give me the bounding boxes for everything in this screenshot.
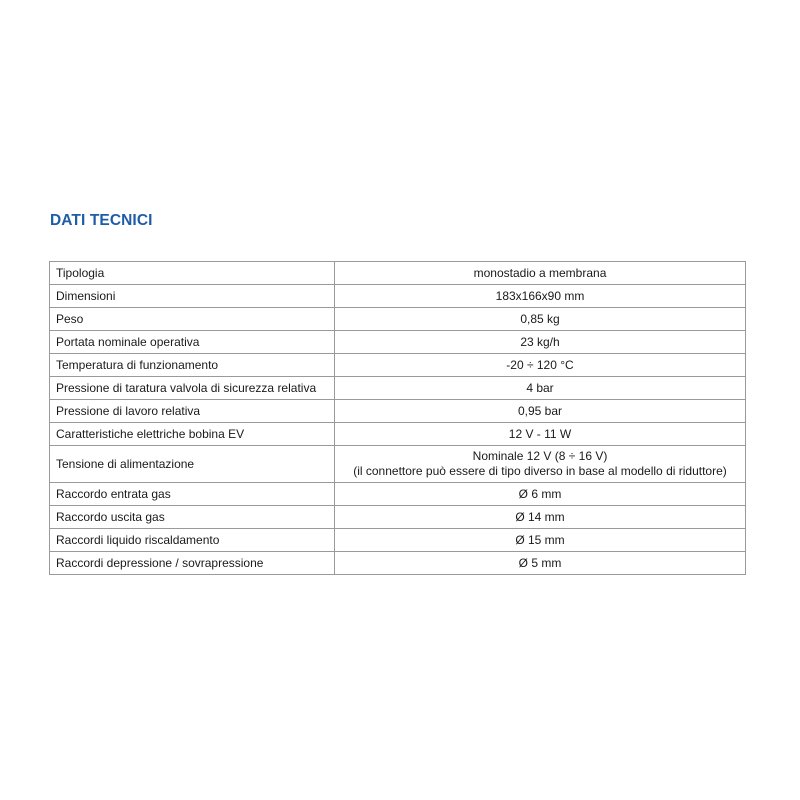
- table-row: [50, 262, 746, 285]
- row-label: Raccordi liquido riscaldamento: [50, 529, 335, 552]
- row-value: Nominale 12 V (8 ÷ 16 V): [472, 449, 608, 463]
- table-row: [50, 308, 746, 331]
- row-value: 4 bar: [335, 377, 746, 400]
- table-row: [50, 285, 746, 308]
- table-row: [50, 529, 746, 552]
- row-label: Portata nominale operativa: [50, 331, 335, 354]
- row-value: Ø 6 mm: [335, 483, 746, 506]
- row-value: Ø 14 mm: [335, 506, 746, 529]
- row-value: monostadio a membrana: [335, 262, 746, 285]
- table-row: [50, 446, 746, 483]
- row-label: Dimensioni: [50, 285, 335, 308]
- table-row: [50, 483, 746, 506]
- row-label: Tipologia: [50, 262, 335, 285]
- row-value: 23 kg/h: [335, 331, 746, 354]
- row-value-note: (il connettore può essere di tipo diverso in base al modello di riduttore): [353, 464, 727, 478]
- row-label: Caratteristiche elettriche bobina EV: [50, 423, 335, 446]
- table-row: [50, 354, 746, 377]
- row-label: Temperatura di funzionamento: [50, 354, 335, 377]
- row-label: Tensione di alimentazione: [50, 446, 335, 483]
- row-value-cell: [335, 446, 746, 483]
- row-value: -20 ÷ 120 °C: [335, 354, 746, 377]
- row-label: Raccordo entrata gas: [50, 483, 335, 506]
- row-label: Raccordi depressione / sovrapressione: [50, 552, 335, 575]
- section-title: DATI TECNICI: [50, 212, 153, 229]
- row-value: Ø 15 mm: [335, 529, 746, 552]
- table-row: [50, 423, 746, 446]
- table-row: [50, 400, 746, 423]
- row-label: Raccordo uscita gas: [50, 506, 335, 529]
- row-value: 0,95 bar: [335, 400, 746, 423]
- technical-data-table: [49, 261, 746, 575]
- table-row: [50, 331, 746, 354]
- row-label: Peso: [50, 308, 335, 331]
- row-value: Ø 5 mm: [335, 552, 746, 575]
- table-row: [50, 552, 746, 575]
- table-row: [50, 377, 746, 400]
- row-value: 0,85 kg: [335, 308, 746, 331]
- row-label: Pressione di taratura valvola di sicurezza relativa: [50, 377, 335, 400]
- row-label: Pressione di lavoro relativa: [50, 400, 335, 423]
- table-row: [50, 506, 746, 529]
- row-value: 12 V - 11 W: [335, 423, 746, 446]
- row-value: 183x166x90 mm: [335, 285, 746, 308]
